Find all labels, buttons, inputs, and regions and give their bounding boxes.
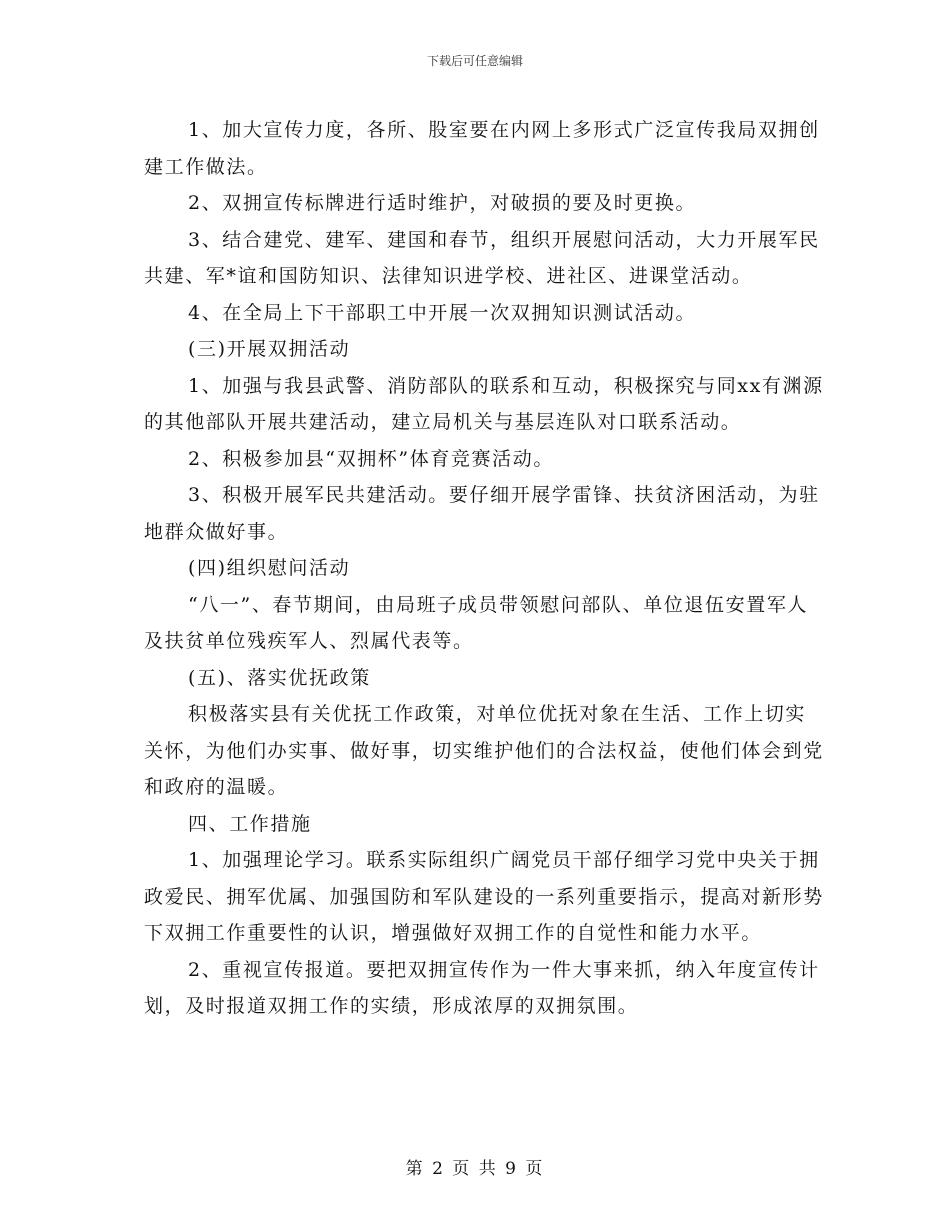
paragraph: 2、重视宣传报道。要把双拥宣传作为一件大事来抓，纳入年度宣传计划，及时报道双拥工作的实绩，形成浓厚的双拥氛围。 <box>144 958 820 1017</box>
page-header: 下载后可任意编辑 <box>426 54 523 68</box>
page-footer: 第 2 页 共 9 页 <box>405 1159 545 1179</box>
paragraph: 2、积极参加县“双拥杯”体育竞赛活动。 <box>188 447 554 470</box>
paragraph: 1、加强理论学习。联系实际组织广阔党员干部仔细学习党中央关于拥政爱民、拥军优属、加强国防和军队建设的一系列重要指示，提高对新形势下双拥工作重要性的认识，增强做好双拥工作的自觉性和能力水平。 <box>144 849 824 944</box>
section-heading: (五)、落实优抚政策 <box>188 666 371 689</box>
paragraph: 1、加大宣传力度，各所、股室要在内网上多形式广泛宣传我局双拥创建工作做法。 <box>144 119 820 178</box>
paragraph: 3、结合建党、建军、建国和春节，组织开展慰问活动，大力开展军民共建、军*谊和国防知识、法律知识进学校、进社区、进课堂活动。 <box>144 228 820 287</box>
section-heading: (四)组织慰问活动 <box>188 557 351 579</box>
section-heading: 四、工作措施 <box>188 812 312 835</box>
section-heading: (三)开展双拥活动 <box>188 338 351 360</box>
document-body <box>144 112 824 1025</box>
paragraph: 积极落实县有关优抚工作政策，对单位优抚对象在生活、工作上切实关怀，为他们办实事、做好事，切实维护他们的合法权益，使他们体会到党和政府的温暖。 <box>144 703 824 798</box>
paragraph: 3、积极开展军民共建活动。要仔细开展学雷锋、扶贫济困活动，为驻地群众做好事。 <box>144 484 820 543</box>
paragraph: 2、双拥宣传标牌进行适时维护，对破损的要及时更换。 <box>188 192 697 214</box>
paragraph: 1、加强与我县武警、消防部队的联系和互动，积极探究与同xx有渊源的其他部队开展共建活动，建立局机关与基层连队对口联系活动。 <box>144 374 824 433</box>
paragraph: 4、在全局上下干部职工中开展一次双拥知识测试活动。 <box>188 301 697 324</box>
paragraph: “八一”、春节期间，由局班子成员带领慰问部队、单位退伍安置军人及扶贫单位残疾军人、烈属代表等。 <box>144 593 809 652</box>
